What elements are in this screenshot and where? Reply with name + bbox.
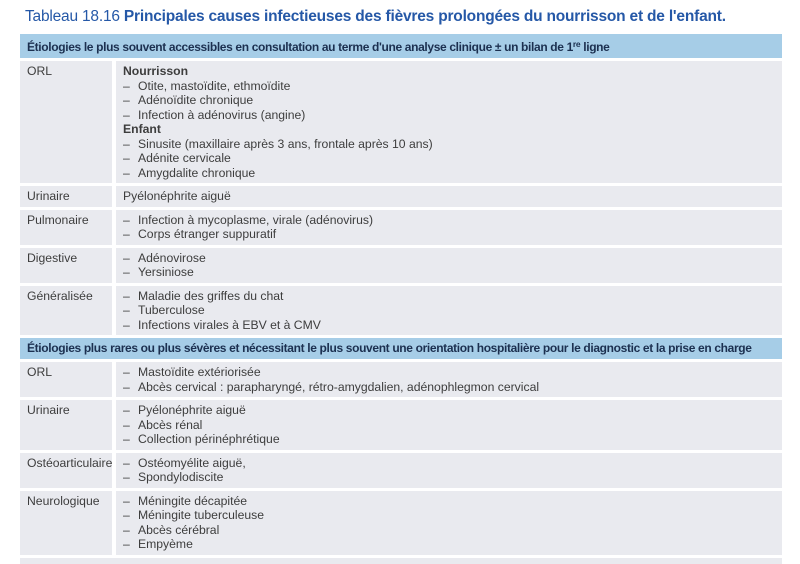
etiology-table [20, 34, 782, 555]
line-text: Collection périnéphrétique [138, 432, 280, 446]
table-row [20, 286, 782, 336]
dash-icon: – [123, 136, 130, 151]
line-text: Empyème [138, 537, 193, 551]
line-text: Adénite cervicale [138, 151, 231, 165]
line-text: Adénoïdite chronique [138, 93, 254, 107]
row-label: Neurologique [20, 491, 112, 555]
table-row [20, 362, 782, 397]
line-text: Infection à mycoplasme, virale (adénovirus) [138, 212, 374, 227]
line-text: Enfant [123, 122, 161, 136]
row-content [116, 286, 782, 336]
row-content [116, 186, 782, 207]
bullet-line [123, 365, 774, 380]
line-text: Abcès cérébral [138, 522, 220, 537]
line-text: Adénovirose [138, 250, 206, 265]
table-row [20, 186, 782, 207]
line-text: Maladie des griffes du chat [138, 288, 284, 303]
partial-next-row-cutoff [20, 558, 782, 564]
dash-icon: – [123, 417, 130, 432]
line-text: Mastoïdite extériorisée [138, 365, 261, 379]
bullet-line [123, 213, 774, 228]
dash-icon: – [123, 317, 130, 332]
row-content [116, 491, 782, 555]
bullet-line [123, 289, 774, 304]
bullet-line [123, 456, 774, 471]
dash-icon: – [123, 303, 130, 317]
dash-icon: – [123, 379, 130, 394]
row-content [116, 248, 782, 283]
row-label: Urinaire [20, 186, 112, 207]
line-text: Nourrisson [123, 64, 189, 78]
bullet-line [123, 265, 774, 280]
subheading-line [123, 122, 774, 137]
table-number: Tableau 18.16 [25, 8, 120, 25]
table-row [20, 210, 782, 245]
dash-icon: – [123, 537, 130, 551]
line-text: Méningite tuberculeuse [138, 508, 265, 522]
dash-icon: – [123, 250, 130, 265]
line-text: Yersiniose [138, 265, 194, 279]
bullet-line [123, 227, 774, 242]
section-header [20, 338, 782, 359]
bullet-line [123, 432, 774, 447]
dash-icon: – [123, 365, 130, 379]
row-label: Urinaire [20, 400, 112, 450]
bullet-line [123, 108, 774, 123]
section-header-text: re [572, 39, 581, 49]
content-line [123, 189, 774, 204]
dash-icon: – [123, 227, 130, 241]
section-header-text: ligne [580, 40, 610, 54]
bullet-line [123, 303, 774, 318]
dash-icon: – [123, 265, 130, 279]
dash-icon: – [123, 165, 130, 180]
dash-icon: – [123, 522, 130, 537]
row-label: Pulmonaire [20, 210, 112, 245]
table-row [20, 61, 782, 183]
bullet-line [123, 523, 774, 538]
section-header-text: Étiologies le plus souvent accessibles en consultation au terme d'une analyse clinique ± un bilan de 1 [27, 40, 573, 54]
dash-icon: – [123, 151, 130, 165]
bullet-line [123, 93, 774, 108]
table-title [25, 7, 782, 26]
line-text: Corps étranger suppuratif [138, 227, 277, 241]
bullet-line [123, 470, 774, 485]
bullet-line [123, 418, 774, 433]
row-content [116, 400, 782, 450]
line-text: Pyélonéphrite aiguë [138, 403, 246, 417]
row-label: ORL [20, 61, 112, 183]
line-text: Infection à adénovirus (angine) [138, 107, 306, 122]
table-caption: Principales causes infectieuses des fièvres prolongées du nourrisson et de l'enfant. [119, 8, 726, 25]
table-row [20, 491, 782, 555]
bullet-line [123, 494, 774, 509]
dash-icon: – [123, 403, 130, 417]
subheading-line [123, 64, 774, 79]
dash-icon: – [123, 493, 130, 508]
dash-icon: – [123, 93, 130, 107]
line-text: Amygdalite chronique [138, 165, 256, 180]
dash-icon: – [123, 432, 130, 446]
row-content [116, 61, 782, 183]
row-label: Généralisée [20, 286, 112, 336]
line-text: Abcès cervical : parapharyngé, rétro-amygdalien, adénophlegmon cervical [138, 379, 540, 394]
section-header [20, 34, 782, 58]
dash-icon: – [123, 508, 130, 522]
row-label: Ostéoarticulaire [20, 453, 112, 488]
bullet-line [123, 151, 774, 166]
bullet-line [123, 79, 774, 94]
table-row [20, 248, 782, 283]
bullet-line [123, 380, 774, 395]
line-text: Sinusite (maxillaire après 3 ans, frontale après 10 ans) [138, 136, 433, 151]
line-text: Abcès rénal [138, 417, 203, 432]
dash-icon: – [123, 107, 130, 122]
table-row [20, 400, 782, 450]
dash-icon: – [123, 288, 130, 303]
section-header-text: Étiologies plus rares ou plus sévères et nécessitant le plus souvent une orientation hospitalière pour le diagnostic et la prise en charge [27, 341, 752, 355]
row-content [116, 362, 782, 397]
line-text: Méningite décapitée [138, 493, 248, 508]
dash-icon: – [123, 455, 130, 470]
dash-icon: – [123, 470, 130, 484]
bullet-line [123, 137, 774, 152]
row-content [116, 453, 782, 488]
line-text: Tuberculose [138, 303, 205, 317]
line-text: Otite, mastoïdite, ethmoïdite [138, 78, 291, 93]
bullet-line [123, 166, 774, 181]
line-text: Pyélonéphrite aiguë [123, 189, 231, 203]
row-content [116, 210, 782, 245]
bullet-line [123, 537, 774, 552]
bullet-line [123, 403, 774, 418]
line-text: Ostéomyélite aiguë, [138, 455, 246, 470]
bullet-line [123, 318, 774, 333]
dash-icon: – [123, 78, 130, 93]
bullet-line [123, 251, 774, 266]
bullet-line [123, 508, 774, 523]
line-text: Spondylodiscite [138, 470, 224, 484]
row-label: ORL [20, 362, 112, 397]
dash-icon: – [123, 212, 130, 227]
row-label: Digestive [20, 248, 112, 283]
line-text: Infections virales à EBV et à CMV [138, 317, 321, 332]
table-row [20, 453, 782, 488]
